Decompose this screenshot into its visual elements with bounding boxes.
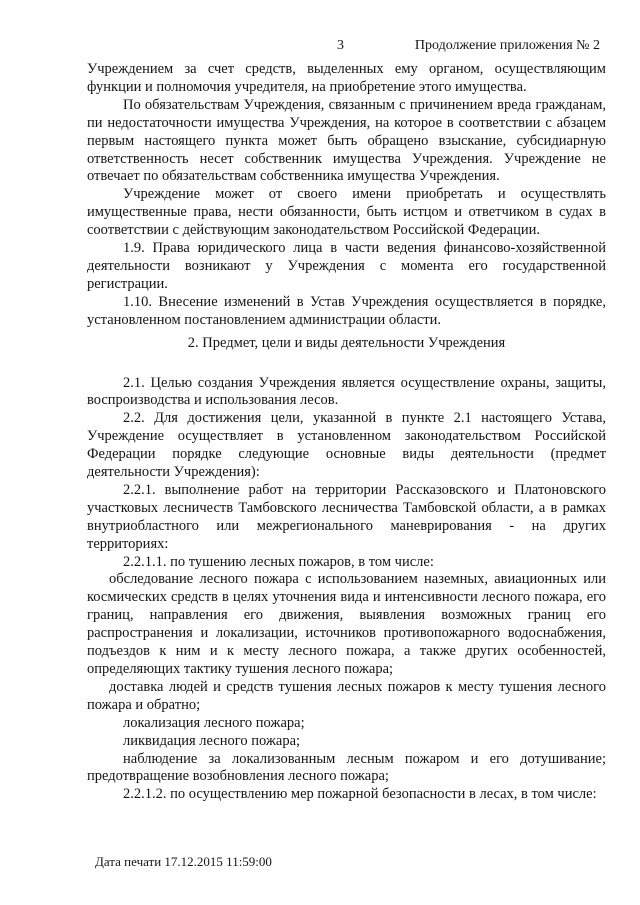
paragraph: 2.2. Для достижения цели, указанной в пункте 2.1 настоящего Устава, Учреждение осуществляет в установленном законодательством Российской Федерации порядке следующие основные виды деятельности (предмет деятельности Учреждения): (87, 410, 606, 481)
paragraph: 1.10. Внесение изменений в Устав Учреждения осуществляется в порядке, установленном постановлением администрации области. (87, 293, 606, 328)
spacer (87, 353, 606, 375)
paragraph: По обязательствам Учреждения, связанным с причинением вреда гражданам, пи недостаточности имущества Учреждения, на которое в соответствии с абзацем первым настоящего пункта может быть обращено взыскание, субсидиарную ответственность несет собственник имущества Учреждения. Учреждение не отвечает по обязательствам собственника имущества Учреждения. (87, 96, 606, 185)
paragraph: 2.2.1.2. по осуществлению мер пожарной безопасности в лесах, в том числе: (123, 786, 597, 803)
print-date: Дата печати 17.12.2015 11:59:00 (95, 854, 272, 869)
paragraph: 2.1. Целью создания Учреждения является осуществление охраны, защиты, воспроизводства и использования лесов. (87, 374, 606, 409)
appendix-title: Продолжение приложения № 2 (414, 38, 600, 53)
page-number: 3 (337, 38, 344, 53)
paragraph: 1.9. Права юридического лица в части ведения финансово-хозяйственной деятельности возникают у Учреждения с момента его государственной регистрации. (87, 240, 606, 292)
paragraph: наблюдение за локализованным лесным пожаром и его дотушивание; предотвращение возобновления лесного пожара; (87, 750, 606, 785)
paragraph: Учреждение может от своего имени приобретать и осуществлять имущественные права, нести обязанности, быть истцом и ответчиком в судах в соответствии с действующим законодательством Российской Федерации. (87, 186, 606, 239)
paragraph: локализация лесного пожара; (123, 714, 305, 731)
body-text (87, 61, 606, 804)
paragraph: 2.2.1. выполнение работ на территории Рассказовского и Платоновского участковых лесничеств Тамбовского лесничества Тамбовской области, а в рамках внутриобластного или межрегионального маневрирования - на других территориях: (87, 481, 606, 552)
paragraph: 2.2.1.1. по тушению лесных пожаров, в том числе: (123, 553, 434, 570)
paragraph: Учреждением за счет средств, выделенных ему органом, осуществляющим функции и полномочия учредителя, на приобретение этого имущества. (87, 61, 606, 95)
paragraph: доставка людей и средств тушения лесных пожаров к месту тушения лесного пожара и обратно; (87, 678, 606, 713)
paragraph: обследование лесного пожара с использованием наземных, авиационных или космических средств в целях уточнения вида и интенсивности лесного пожара, его границ, направления его движения, выявления возможных границ его распространения и локализации, источников противопожарного водоснабжения, подъездов к ним и к месту лесного пожара, а также других особенностей, определяющих тактику тушения лесного пожара; (87, 571, 606, 677)
paragraph: ликвидация лесного пожара; (123, 732, 301, 749)
section-heading: 2. Предмет, цели и виды деятельности Учреждения (187, 334, 506, 351)
